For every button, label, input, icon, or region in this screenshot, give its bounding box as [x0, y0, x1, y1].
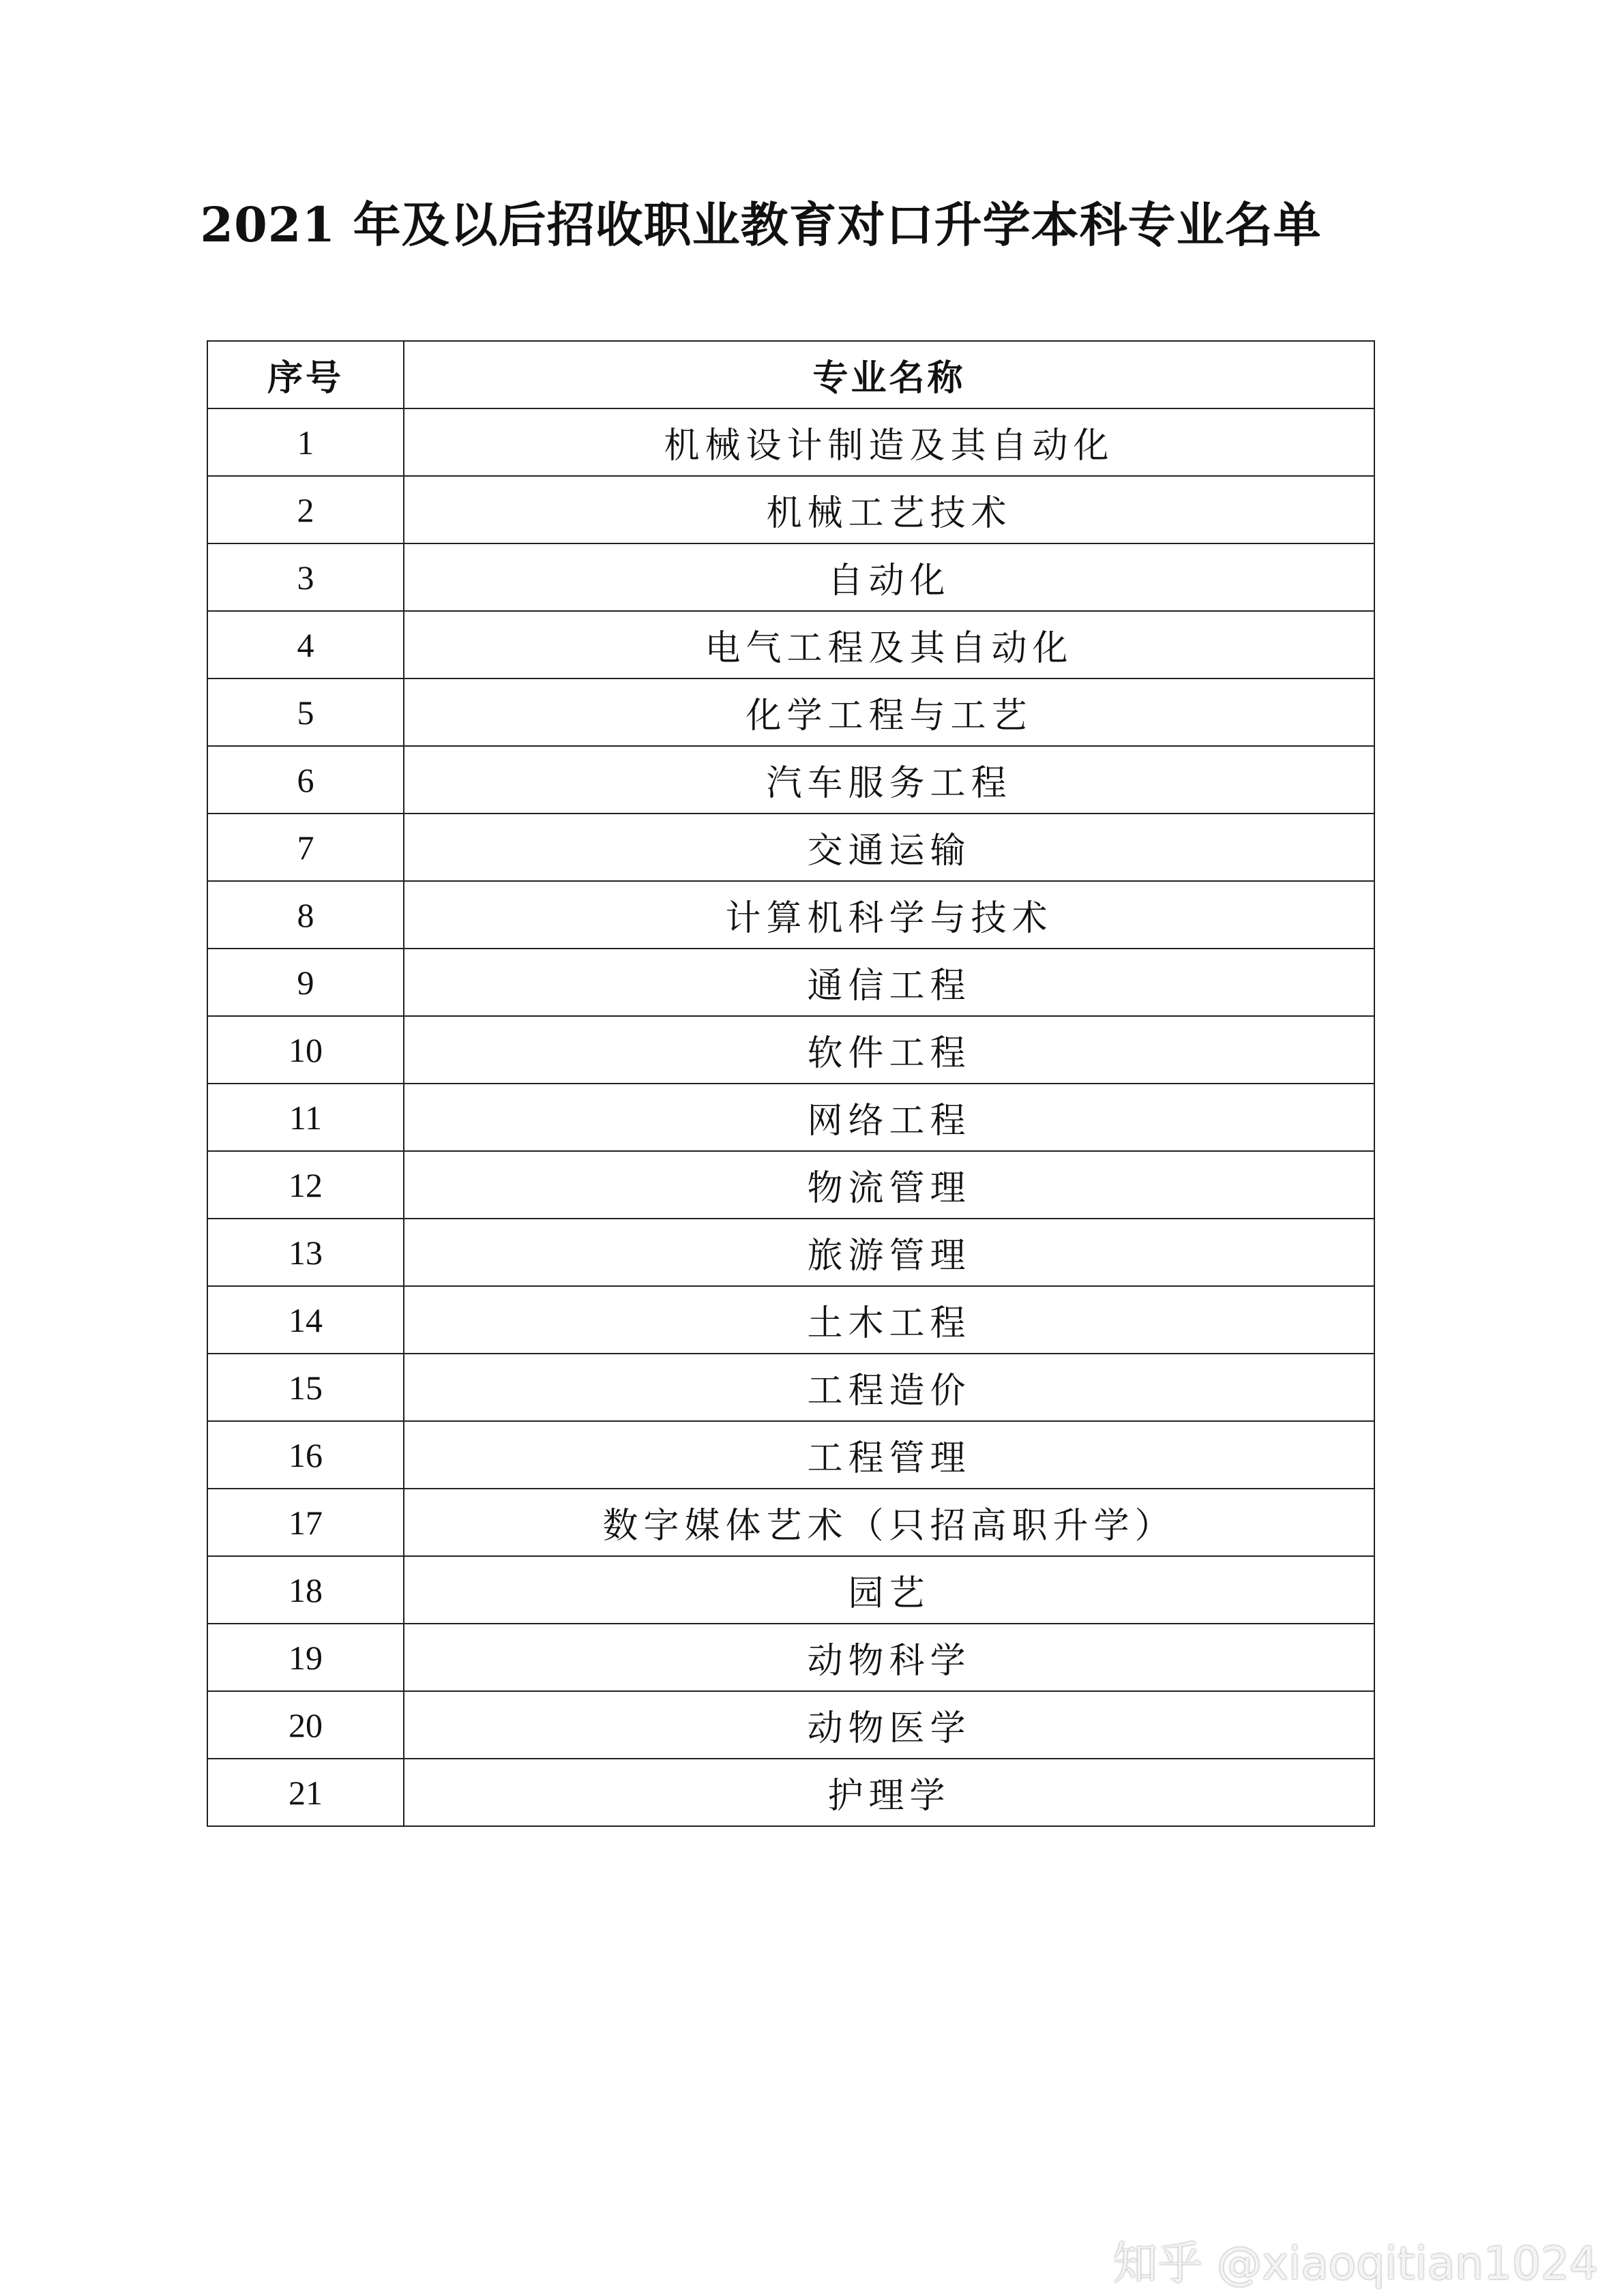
row-major-name: 化学工程与工艺	[404, 679, 1374, 746]
table-row	[207, 1759, 1374, 1826]
header-number: 序号	[207, 341, 404, 408]
row-major-name: 机械工艺技术	[404, 476, 1374, 543]
row-major-name: 汽车服务工程	[404, 746, 1374, 814]
table-row	[207, 881, 1374, 949]
table-row	[207, 1219, 1374, 1286]
row-major-name: 机械设计制造及其自动化	[404, 408, 1374, 476]
row-number: 10	[207, 1016, 404, 1084]
table-row	[207, 1691, 1374, 1759]
row-number: 1	[207, 408, 404, 476]
row-major-name: 动物医学	[404, 1691, 1374, 1759]
row-major-name: 旅游管理	[404, 1219, 1374, 1286]
table-row	[207, 611, 1374, 679]
table-row	[207, 1016, 1374, 1084]
row-number: 8	[207, 881, 404, 949]
row-major-name: 网络工程	[404, 1084, 1374, 1151]
row-major-name: 工程管理	[404, 1421, 1374, 1489]
row-number: 15	[207, 1354, 404, 1421]
header-major-name: 专业名称	[404, 341, 1374, 408]
row-number: 13	[207, 1219, 404, 1286]
row-major-name: 电气工程及其自动化	[404, 611, 1374, 679]
row-number: 20	[207, 1691, 404, 1759]
row-major-name: 数字媒体艺术（只招高职升学）	[404, 1489, 1374, 1556]
table-row	[207, 814, 1374, 881]
table-row	[207, 476, 1374, 543]
table-row	[207, 1421, 1374, 1489]
row-number: 19	[207, 1624, 404, 1691]
row-major-name: 工程造价	[404, 1354, 1374, 1421]
row-number: 2	[207, 476, 404, 543]
row-number: 9	[207, 949, 404, 1016]
table-row	[207, 1354, 1374, 1421]
row-number: 4	[207, 611, 404, 679]
table-row	[207, 1084, 1374, 1151]
table-row	[207, 679, 1374, 746]
row-number: 14	[207, 1286, 404, 1354]
document-title: 2021 年及以后招收职业教育对口升学本科专业名单	[200, 196, 1322, 253]
row-number: 6	[207, 746, 404, 814]
table-row	[207, 1489, 1374, 1556]
row-number: 7	[207, 814, 404, 881]
row-major-name: 土木工程	[404, 1286, 1374, 1354]
row-number: 16	[207, 1421, 404, 1489]
table-row	[207, 543, 1374, 611]
row-major-name: 通信工程	[404, 949, 1374, 1016]
row-number: 18	[207, 1556, 404, 1624]
table-row	[207, 1556, 1374, 1624]
row-major-name: 交通运输	[404, 814, 1374, 881]
row-number: 21	[207, 1759, 404, 1826]
watermark: 知乎 @xiaoqitian1024	[1112, 2237, 1598, 2290]
row-major-name: 软件工程	[404, 1016, 1374, 1084]
table-row	[207, 1286, 1374, 1354]
row-major-name: 动物科学	[404, 1624, 1374, 1691]
majors-table	[207, 340, 1375, 1827]
table-row	[207, 746, 1374, 814]
row-number: 5	[207, 679, 404, 746]
row-number: 12	[207, 1151, 404, 1219]
row-major-name: 自动化	[404, 543, 1374, 611]
row-number: 11	[207, 1084, 404, 1151]
table-row	[207, 1151, 1374, 1219]
row-major-name: 护理学	[404, 1759, 1374, 1826]
row-number: 17	[207, 1489, 404, 1556]
table-row	[207, 408, 1374, 476]
row-major-name: 计算机科学与技术	[404, 881, 1374, 949]
table-header-row	[207, 341, 1374, 408]
row-number: 3	[207, 543, 404, 611]
table-row	[207, 949, 1374, 1016]
row-major-name: 园艺	[404, 1556, 1374, 1624]
table-row	[207, 1624, 1374, 1691]
row-major-name: 物流管理	[404, 1151, 1374, 1219]
